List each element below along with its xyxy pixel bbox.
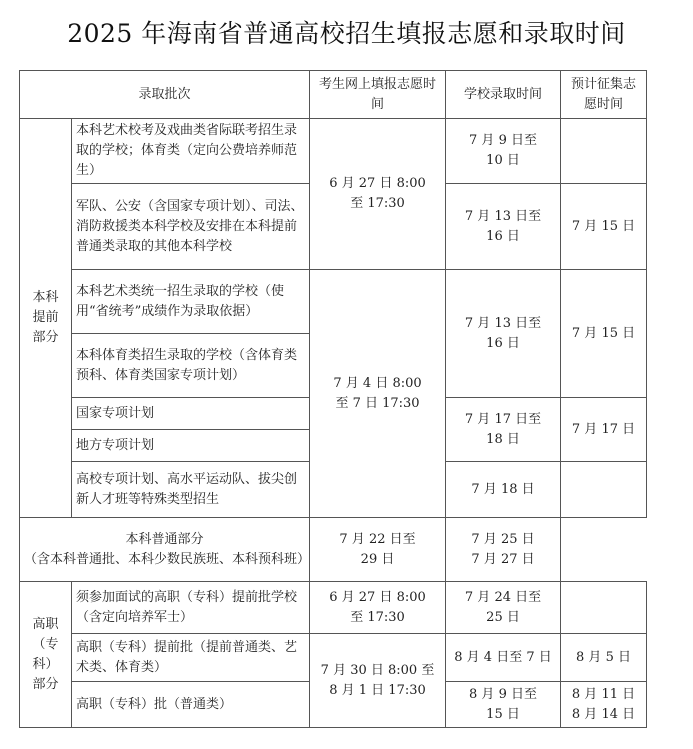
table-row	[20, 518, 647, 582]
date-line: 8 月 9 日至	[469, 686, 537, 702]
group-label-line: 本科	[32, 290, 59, 305]
date-line: 8 月 11 日	[571, 686, 636, 702]
date-line: 7 月 13 日至	[464, 315, 542, 331]
admit-time-cell	[446, 582, 561, 634]
supplement-time-cell	[446, 518, 561, 582]
supplement-time-cell	[561, 119, 647, 184]
group-label-line: 高职	[32, 616, 59, 632]
table-row	[20, 119, 647, 184]
header-batch: 录取批次	[20, 71, 310, 119]
batch-line: 本科普通部分	[125, 531, 204, 547]
header-admit-time: 学校录取时间	[446, 71, 561, 119]
group-label-line: 部分	[32, 330, 59, 345]
batch-cell: 本科艺术校考及戏曲类省际联考招生录取的学校；体育类（定向公费培养师范生）	[72, 119, 310, 184]
group-label-line: 科）	[32, 656, 59, 672]
batch-cell: 地方专项计划	[72, 430, 310, 462]
date-line: 8 月 1 日 17:30	[329, 682, 426, 698]
admit-time-cell: 8 月 4 日至 7 日	[446, 634, 561, 682]
batch-cell: 国家专项计划	[72, 398, 310, 430]
batch-cell: 高职（专科）提前批（提前普通类、艺术类、体育类）	[72, 634, 310, 682]
date-line: 15 日	[486, 706, 520, 722]
group-undergrad-early	[20, 119, 72, 518]
fill-time-cell	[310, 634, 446, 728]
date-line: 7 月 22 日至	[339, 531, 416, 547]
date-line: 25 日	[486, 609, 520, 625]
batch-cell: 须参加面试的高职（专科）提前批学校（含定向培养军士）	[72, 582, 310, 634]
admit-time-cell	[446, 682, 561, 728]
admission-schedule-table	[19, 70, 647, 728]
date-line: 29 日	[360, 551, 395, 567]
supplement-time-cell: 7 月 15 日	[561, 184, 647, 270]
date-line: 18 日	[486, 431, 520, 447]
header-fill-time: 考生网上填报志愿时间	[310, 71, 446, 119]
header-row	[20, 71, 647, 119]
group-label-line: 提前	[32, 310, 59, 325]
date-line: 至 7 日 17:30	[335, 395, 420, 411]
date-line: 10 日	[486, 153, 520, 168]
fill-time-cell	[310, 582, 446, 634]
group-label-line: 部分	[32, 676, 59, 692]
date-line: 7 月 17 日至	[464, 411, 542, 427]
batch-cell: 本科体育类招生录取的学校（含体育类预科、体育类国家专项计划）	[72, 334, 310, 398]
admit-time-cell	[446, 398, 561, 462]
header-supplement-time: 预计征集志愿时间	[561, 71, 647, 119]
batch-cell: 高校专项计划、高水平运动队、拔尖创新人才班等特殊类型招生	[72, 462, 310, 518]
date-line: 7 月 25 日	[471, 531, 535, 547]
date-line: 至 17:30	[350, 609, 405, 625]
batch-cell: 军队、公安（含国家专项计划）、司法、消防救援类本科学校及安排在本科提前普通类录取的其他本科学校	[72, 184, 310, 270]
date-line: 8 月 14 日	[571, 706, 636, 722]
batch-cell: 本科艺术类统一招生录取的学校（使用“省统考”成绩作为录取依据）	[72, 270, 310, 334]
supplement-time-cell: 7 月 15 日	[561, 270, 647, 398]
date-line: 7 月 13 日至	[464, 208, 542, 224]
admit-time-cell: 7 月 18 日	[446, 462, 561, 518]
group-label-line: （专	[32, 636, 59, 652]
supplement-time-cell: 7 月 17 日	[561, 398, 647, 462]
batch-cell	[20, 518, 310, 582]
batch-cell: 高职（专科）批（普通类）	[72, 682, 310, 728]
table-row	[20, 634, 647, 682]
date-line: 至 17:30	[350, 196, 405, 211]
date-line: 7 月 9 日至	[469, 133, 537, 148]
supplement-time-cell	[561, 682, 647, 728]
page-title: 2025 年海南省普通高校招生填报志愿和录取时间	[67, 19, 626, 48]
date-line: 6 月 27 日 8:00	[329, 589, 426, 605]
date-line: 6 月 27 日 8:00	[329, 176, 426, 191]
date-line: 7 月 4 日 8:00	[333, 375, 422, 391]
admit-time-cell	[446, 184, 561, 270]
admit-time-cell	[310, 518, 446, 582]
date-line: 7 月 30 日 8:00 至	[320, 662, 435, 678]
fill-time-cell	[310, 270, 446, 518]
supplement-time-cell	[561, 462, 647, 518]
table-row	[20, 582, 647, 634]
supplement-time-cell: 8 月 5 日	[561, 634, 647, 682]
date-line: 7 月 24 日至	[464, 589, 542, 605]
date-line: 16 日	[486, 228, 520, 244]
date-line: 16 日	[486, 335, 520, 351]
admit-time-cell	[446, 119, 561, 184]
batch-line: （含本科普通批、本科少数民族班、本科预科班）	[24, 551, 311, 567]
fill-time-cell	[310, 119, 446, 270]
supplement-time-cell	[561, 582, 647, 634]
table-row	[20, 270, 647, 334]
date-line: 7 月 27 日	[471, 551, 535, 567]
admit-time-cell	[446, 270, 561, 398]
group-vocational	[20, 582, 72, 728]
